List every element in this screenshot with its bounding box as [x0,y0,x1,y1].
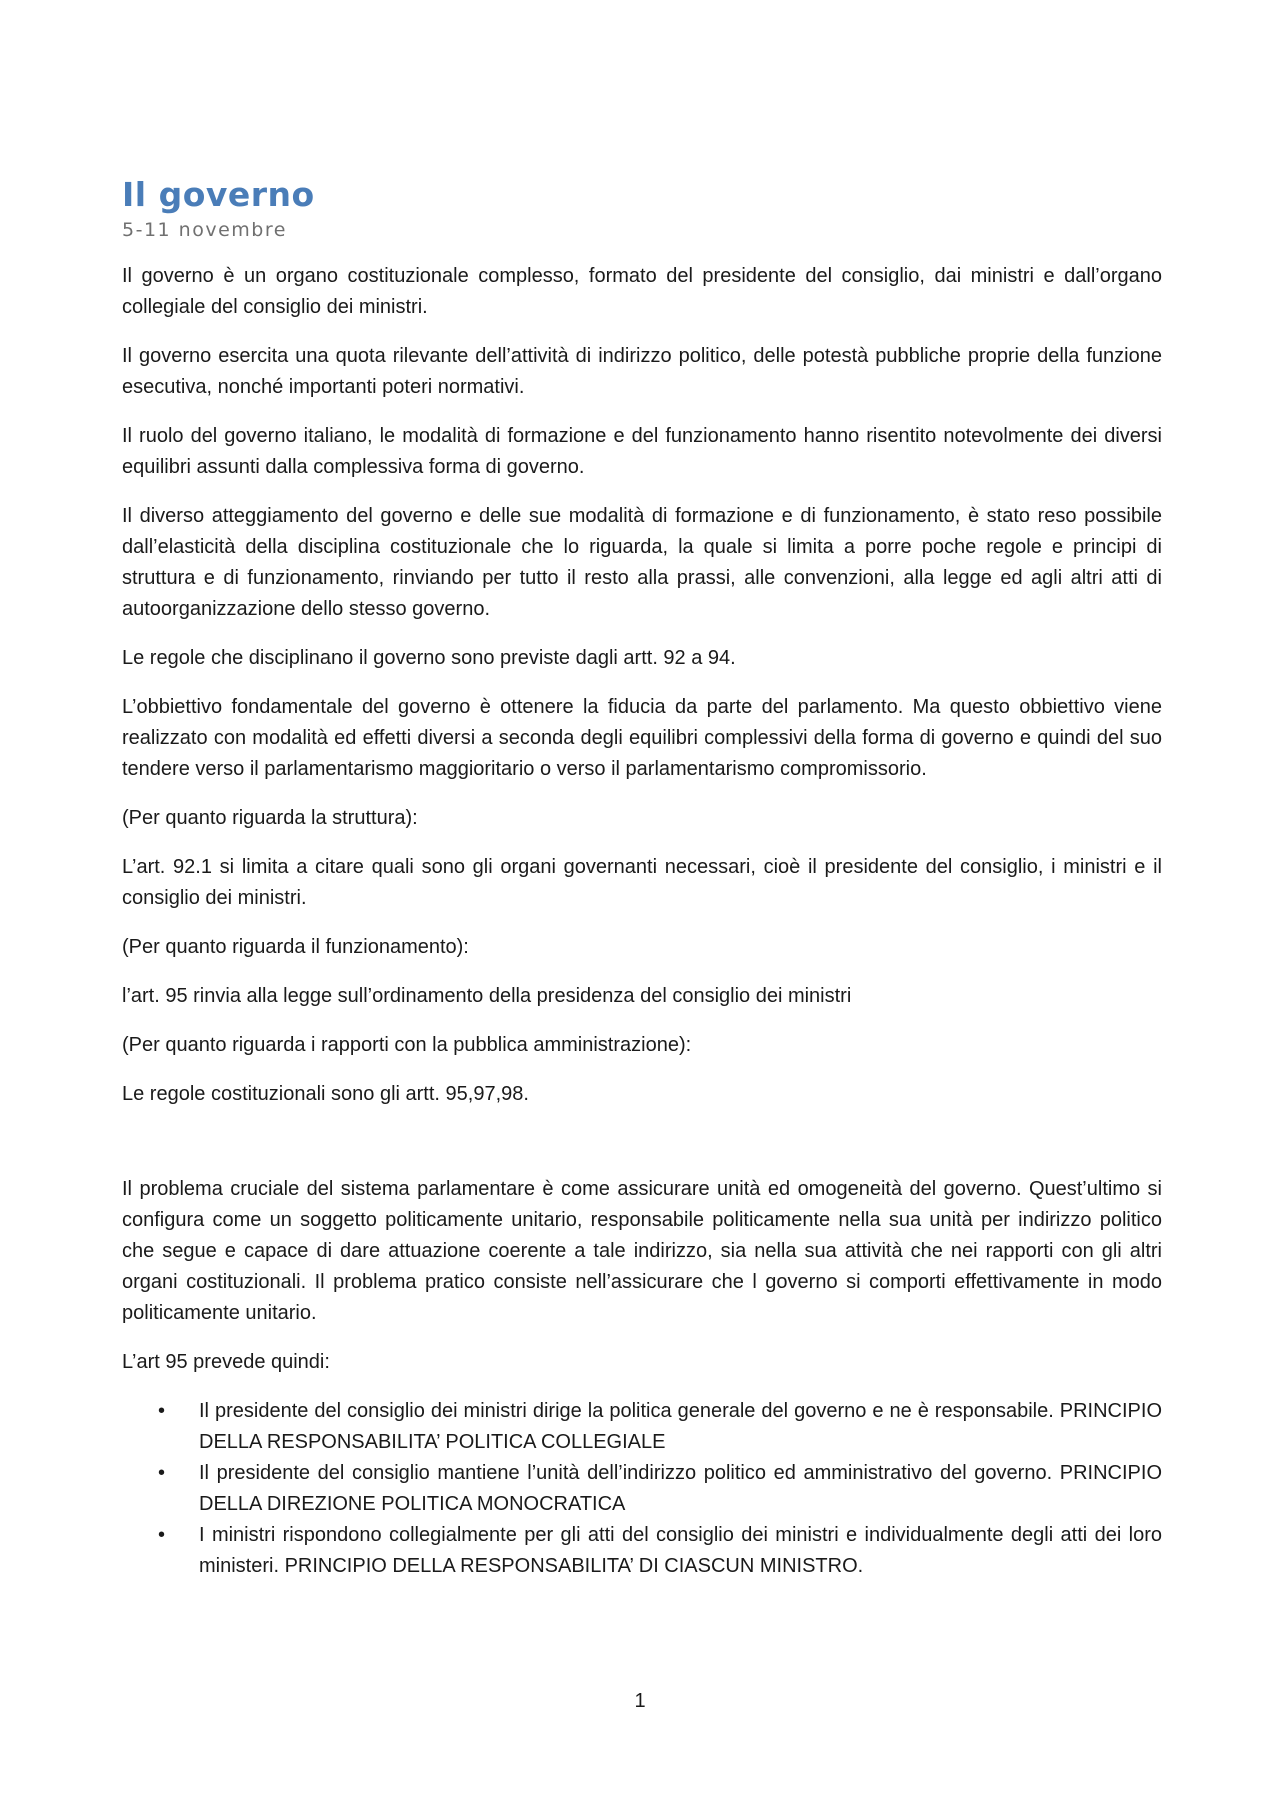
paragraph: Il diverso atteggiamento del governo e delle sue modalità di formazione e di funzionamento, è stato reso possibile dall’elasticità della disciplina costituzionale che lo riguarda, la quale si limita a porre poche regole e principi di struttura e di funzionamento, rinviando per tutto il resto alla prassi, alle convenzioni, alla legge ed agli altri atti di autoorganizzazione dello stesso governo. [122,505,1162,620]
paragraph: (Per quanto riguarda i rapporti con la pubblica amministrazione): [122,1034,692,1056]
list-item [158,1520,1162,1582]
paragraph: Le regole costituzionali sono gli artt. 95,97,98. [122,1083,529,1105]
list-item-text: Il presidente del consiglio mantiene l’unità dell’indirizzo politico ed amministrativo del governo. PRINCIPIO DELLA DIREZIONE POLITICA MONOCRATICA [199,1462,1162,1515]
section2-intro: L’art 95 prevede quindi: [122,1351,330,1373]
document-subtitle: 5-11 novembre [122,219,287,241]
paragraph: L’obbiettivo fondamentale del governo è ottenere la fiducia da parte del parlamento. Ma questo obbiettivo viene realizzato con modalità ed effetti diversi a seconda degli equilibri complessivi della forma di governo e quindi del suo tendere verso il parlamentarismo maggioritario o verso il parlamentarismo compromissorio. [122,696,1162,780]
list-item [158,1396,1162,1458]
list-item [158,1458,1162,1520]
paragraph: Il governo è un organo costituzionale complesso, formato del presidente del consiglio, dai ministri e dall’organo collegiale del consiglio dei ministri. [122,265,1162,318]
paragraph: Il ruolo del governo italiano, le modalità di formazione e del funzionamento hanno risentito notevolmente dei diversi equilibri assunti dalla complessiva forma di governo. [122,425,1162,478]
paragraph: (Per quanto riguarda il funzionamento): [122,936,469,958]
empty-line [122,1128,1162,1174]
paragraph: L’art. 92.1 si limita a citare quali sono gli organi governanti necessari, cioè il presidente del consiglio, i ministri e il consiglio dei ministri. [122,856,1162,909]
bullet-list [122,1396,1162,1582]
list-item-text: Il presidente del consiglio dei ministri dirige la politica generale del governo e ne è responsabile. PRINCIPIO DELLA RESPONSABILITA’ POLITICA COLLEGIALE [199,1400,1162,1453]
document-page [122,175,1162,1582]
page-number: 1 [634,1690,646,1712]
document-title: Il governo [122,175,315,214]
paragraph: l’art. 95 rinvia alla legge sull’ordinamento della presidenza del consiglio dei ministri [122,985,852,1007]
list-item-text: I ministri rispondono collegialmente per gli atti del consiglio dei ministri e individualmente degli atti dei loro ministeri. PRINCIPIO DELLA RESPONSABILITA’ DI CIASCUN MINISTRO. [199,1524,1162,1577]
paragraph: (Per quanto riguarda la struttura): [122,807,418,829]
section2-paragraph: Il problema cruciale del sistema parlamentare è come assicurare unità ed omogeneità del governo. Quest’ultimo si configura come un soggetto politicamente unitario, responsabile politicamente nella sua unità per indirizzo politico che segue e capace di dare attuazione coerente a tale indirizzo, sia nella sua attività che nei rapporti con gli altri organi costituzionali. Il problema pratico consiste nell’assicurare che l governo si comporti effettivamente in modo politicamente unitario. [122,1178,1162,1324]
paragraph: Il governo esercita una quota rilevante dell’attività di indirizzo politico, delle potestà pubbliche proprie della funzione esecutiva, nonché importanti poteri normativi. [122,345,1162,398]
bullet-icon: • [158,1524,166,1546]
bullet-icon: • [158,1462,166,1484]
bullet-icon: • [158,1400,166,1422]
paragraph: Le regole che disciplinano il governo sono previste dagli artt. 92 a 94. [122,647,736,669]
